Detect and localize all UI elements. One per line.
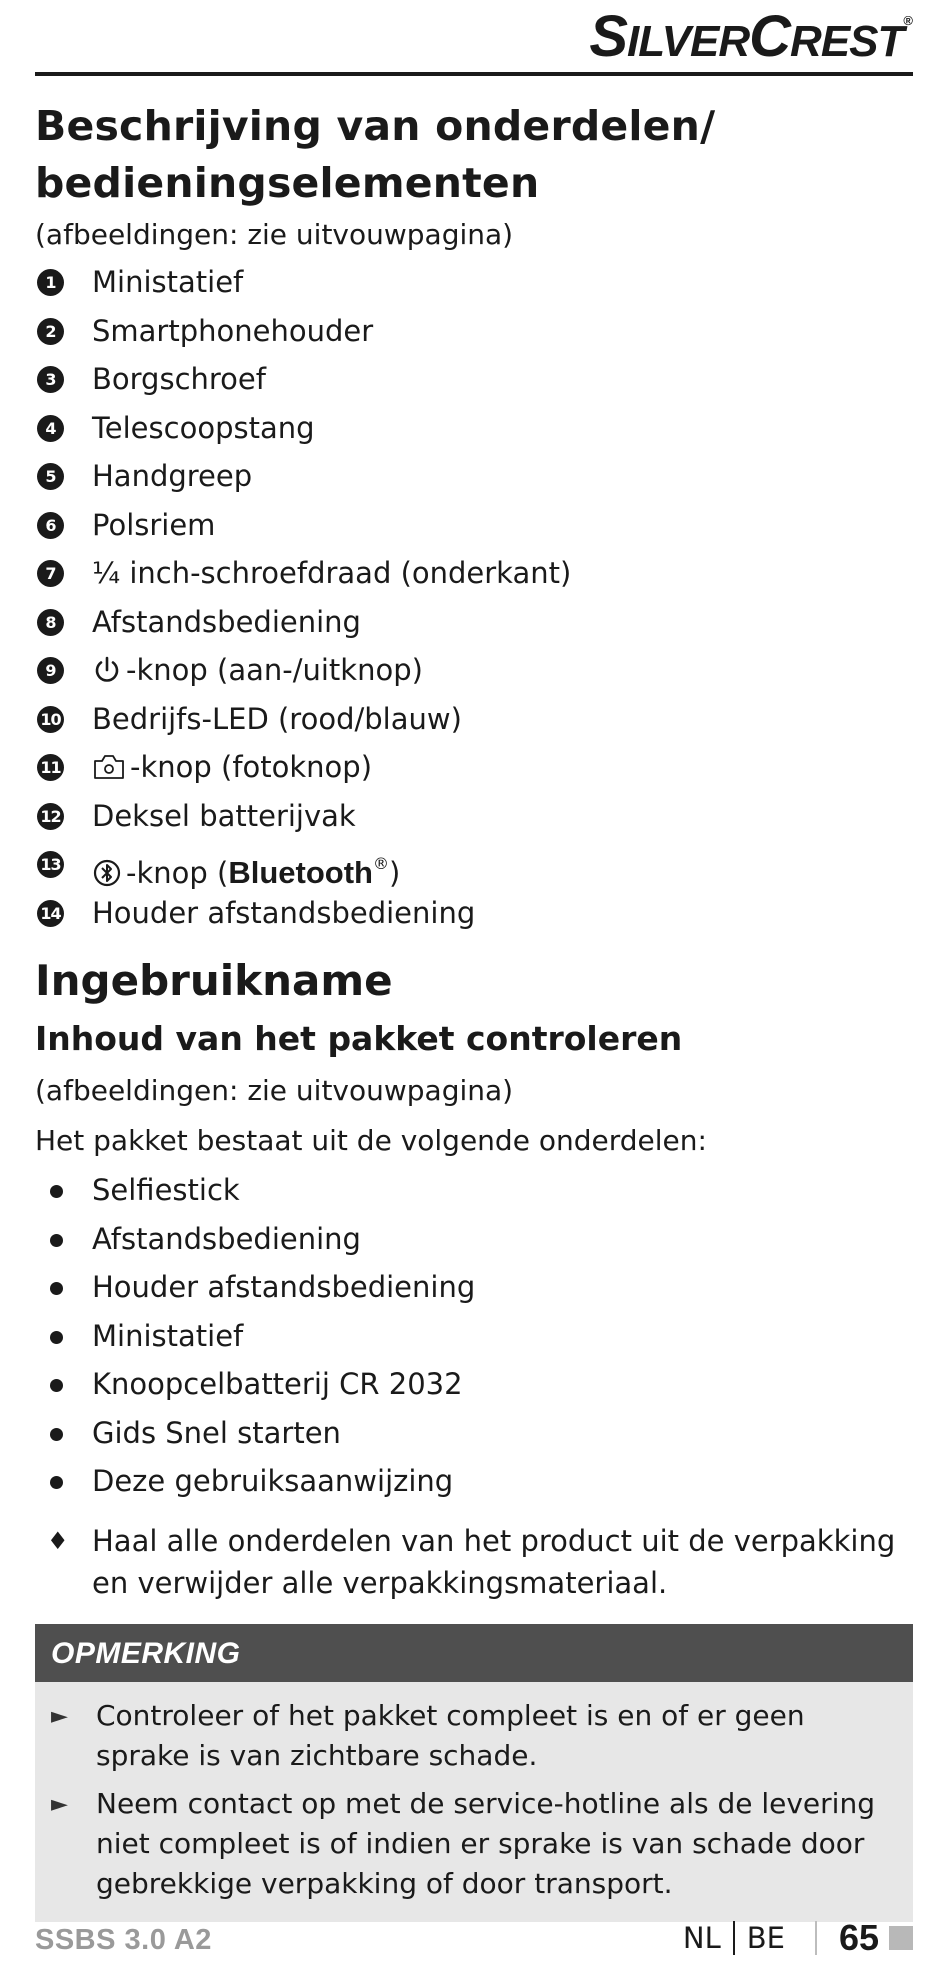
number-badge: 3 bbox=[37, 366, 64, 393]
number-badge: 10 bbox=[37, 706, 64, 733]
bullet-icon bbox=[50, 1428, 63, 1441]
language-code: BE bbox=[746, 1921, 785, 1955]
figure-note: (afbeeldingen: zie uitvouwpagina) bbox=[35, 218, 514, 251]
list-item: 7 ¼ inch-schroefdraad (onderkant) bbox=[35, 549, 913, 598]
arrow-icon: ► bbox=[51, 1703, 68, 1729]
list-item: 4 Telescoopstang bbox=[35, 404, 913, 453]
list-item: Houder afstandsbediening bbox=[35, 1263, 913, 1312]
list-item: 5 Handgreep bbox=[35, 452, 913, 501]
number-badge: 5 bbox=[37, 463, 64, 490]
power-icon bbox=[92, 651, 122, 699]
number-badge: 6 bbox=[37, 512, 64, 539]
number-badge: 7 bbox=[37, 560, 64, 587]
note-item: ► Controleer of het pakket compleet is en of er geen sprake is van zichtbare schade. bbox=[51, 1698, 805, 1772]
number-badge: 1 bbox=[37, 269, 64, 296]
parts-list bbox=[35, 258, 913, 937]
header-rule bbox=[35, 72, 913, 76]
list-item: 12 Deksel batterijvak bbox=[35, 792, 913, 841]
list-item: 8 Afstandsbediening bbox=[35, 598, 913, 647]
page-content bbox=[35, 98, 913, 1922]
brand-logo: SILVERCREST® bbox=[589, 4, 912, 69]
bullet-icon bbox=[50, 1331, 63, 1344]
figure-note: (afbeeldingen: zie uitvouwpagina) bbox=[35, 1074, 514, 1107]
list-item: Afstandsbediening bbox=[35, 1215, 913, 1264]
list-item: 6 Polsriem bbox=[35, 501, 913, 550]
list-item: Deze gebruiksaanwijzing bbox=[35, 1457, 913, 1506]
list-item: Gids Snel starten bbox=[35, 1409, 913, 1458]
bullet-icon bbox=[50, 1185, 63, 1198]
bullet-icon bbox=[50, 1476, 63, 1489]
footer-page-info bbox=[683, 1918, 913, 1958]
list-item: 9 -knop (aan-/uitknop) bbox=[35, 646, 913, 695]
note-body bbox=[35, 1682, 913, 1922]
list-item: 13 -knop (Bluetooth®) bbox=[35, 840, 913, 889]
number-badge: 8 bbox=[37, 609, 64, 636]
instruction-item: ♦ Haal alle onderdelen van het product uit de verpakking en verwijder alle verpakkingsmateriaal. bbox=[35, 1520, 913, 1604]
list-item: Selfiestick bbox=[35, 1166, 913, 1215]
number-badge: 4 bbox=[37, 415, 64, 442]
page-marker bbox=[889, 1926, 913, 1950]
note-box bbox=[35, 1624, 913, 1922]
list-item: 10 Bedrijfs-LED (rood/blauw) bbox=[35, 695, 913, 744]
list-item: Ministatief bbox=[35, 1312, 913, 1361]
note-item: ► Neem contact op met de service-hotline als de levering niet compleet is of indien er sprake is van schade door gebrekkige verpakking of door transport. bbox=[51, 1786, 875, 1900]
bullet-icon bbox=[50, 1234, 63, 1247]
separator bbox=[733, 1921, 735, 1955]
section-title-parts: Beschrijving van onderdelen/ bedieningselementen bbox=[35, 102, 716, 207]
list-item: 1 Ministatief bbox=[35, 258, 913, 307]
number-badge: 14 bbox=[37, 900, 64, 927]
list-item: 14 Houder afstandsbediening bbox=[35, 889, 913, 938]
list-item: 3 Borgschroef bbox=[35, 355, 913, 404]
list-item: 2 Smartphonehouder bbox=[35, 307, 913, 356]
number-badge: 2 bbox=[37, 318, 64, 345]
contents-intro: Het pakket bestaat uit de volgende onderdelen: bbox=[35, 1124, 707, 1157]
package-contents-list bbox=[35, 1166, 913, 1506]
list-item: 11 -knop (fotoknop) bbox=[35, 743, 913, 792]
subsection-title: Inhoud van het pakket controleren bbox=[35, 1019, 683, 1058]
bullet-icon bbox=[50, 1379, 63, 1392]
diamond-icon: ♦ bbox=[47, 1526, 69, 1555]
section-title-startup: Ingebruikname bbox=[35, 956, 393, 1005]
separator bbox=[815, 1921, 817, 1955]
note-heading: OPMERKING bbox=[35, 1624, 913, 1682]
language-code: NL bbox=[682, 1921, 721, 1955]
arrow-icon: ► bbox=[51, 1791, 68, 1817]
number-badge: 13 bbox=[37, 851, 64, 878]
number-badge: 9 bbox=[37, 657, 64, 684]
page-number: 65 bbox=[838, 1917, 879, 1958]
bullet-icon bbox=[50, 1282, 63, 1295]
list-item: Knoopcelbatterij CR 2032 bbox=[35, 1360, 913, 1409]
number-badge: 11 bbox=[37, 754, 64, 781]
camera-icon bbox=[92, 748, 126, 796]
model-number: SSBS 3.0 A2 bbox=[35, 1924, 212, 1956]
number-badge: 12 bbox=[37, 803, 64, 830]
